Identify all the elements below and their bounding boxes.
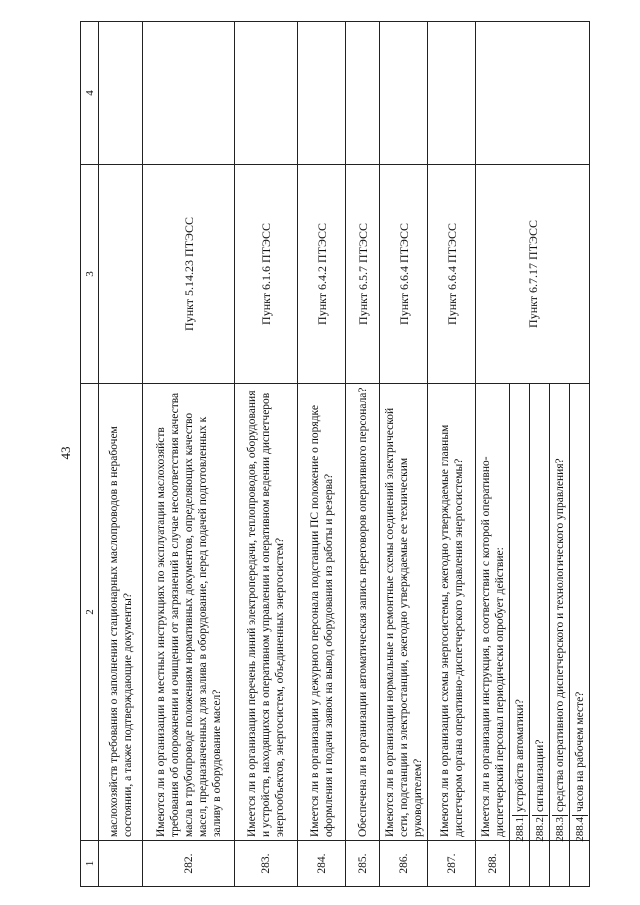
rotated-page-content — [80, 22, 640, 887]
header-col-1: 1 — [81, 841, 99, 887]
subrow-cell — [550, 384, 570, 841]
subrow-number: 288.1. — [513, 814, 526, 842]
subrow-spacer — [570, 841, 590, 887]
row-result — [428, 22, 476, 165]
subrow-number: 288.2. — [533, 814, 546, 842]
subrow-number: 288.3. — [553, 814, 566, 842]
row-reference: Пункт 6.5.7 ПТЭСС — [346, 165, 380, 384]
row-question: маслохозяйств требования о заполнении стационарных маслопроводов в нерабочем состоянии, а также подтверждающие документы? — [99, 384, 143, 841]
row-reference: Пункт 6.6.4 ПТЭСС — [380, 165, 428, 384]
row-question: Имеются ли в организации схемы энергосистемы, ежегодно утверждаемые главным диспетчером органа оперативно-диспетчерского управления энергосистемы? — [428, 384, 476, 841]
row-reference: Пункт 5.14.23 ПТЭСС — [143, 165, 235, 384]
row-number: 285. — [346, 841, 380, 887]
table-row — [428, 22, 476, 887]
subrow-cell — [570, 384, 590, 841]
subrow-question: средства оперативного диспетчерского и технологического управления? — [553, 458, 566, 812]
row-reference: Пункт 6.4.2 ПТЭСС — [298, 165, 346, 384]
row-reference: Пункт 6.7.17 ПТЭСС — [476, 165, 590, 384]
page-number: 43 — [58, 446, 73, 460]
subrow-spacer — [510, 841, 530, 887]
table-header-row — [81, 22, 99, 887]
table-row — [99, 22, 143, 887]
row-number: 284. — [298, 841, 346, 887]
row-number: 283. — [235, 841, 298, 887]
row-number: 287. — [428, 841, 476, 887]
row-number: 288. — [476, 841, 510, 887]
checklist-table — [80, 21, 590, 887]
row-number — [99, 841, 143, 887]
subrow-question: устройств автоматики? — [513, 699, 526, 812]
subrow-cell — [510, 384, 530, 841]
row-result — [380, 22, 428, 165]
row-result — [235, 22, 298, 165]
header-col-2: 2 — [81, 384, 99, 841]
header-col-4: 4 — [81, 22, 99, 165]
row-question: Обеспечена ли в организации автоматическая запись переговоров оперативного персонала? — [346, 384, 380, 841]
row-result — [298, 22, 346, 165]
table-row — [380, 22, 428, 887]
row-number: 286. — [380, 841, 428, 887]
row-result — [99, 22, 143, 165]
row-result — [143, 22, 235, 165]
row-question: Имеется ли в организации у дежурного персонала подстанции ПС положение о порядке оформления и подачи заявок на вывод оборудования из работы и резерва? — [298, 384, 346, 841]
row-question: Имеются ли в организации нормальные и ремонтные схемы соединений электрической сети, подстанции и электростанции, ежегодно утверждаемые ее техническим руководителем? — [380, 384, 428, 841]
table-row — [143, 22, 235, 887]
row-reference — [99, 165, 143, 384]
row-question: Имеется ли в организации инструкция, в соответствии с которой оперативно-диспетчерский персонал периодически опробует действие: — [476, 384, 510, 841]
table-row — [476, 22, 510, 887]
subrow-spacer — [530, 841, 550, 887]
subrow-cell — [530, 384, 550, 841]
row-question: Имеется ли в организации перечень линий электропередачи, теплопроводов, оборудования и устройств, находящихся в оперативном управлении и оперативном ведении диспетчеров энергообъектов, энергосистем, объединенных энергосистем? — [235, 384, 298, 841]
subrow-spacer — [550, 841, 570, 887]
subrow-question: часов на рабочем месте? — [573, 691, 586, 812]
row-result — [476, 22, 590, 165]
row-reference: Пункт 6.1.6 ПТЭСС — [235, 165, 298, 384]
row-result — [346, 22, 380, 165]
row-question: Имеются ли в организации в местных инструкциях по эксплуатации маслохозяйств требования об опорожнении и очищении от загрязнений в случае несоответствия качества масла в трубопроводе положениям нормативных документов, определяющих качество масел, предназначенных для залива в оборудование, перед подачей подготовленных к заливу в оборудование масел? — [143, 384, 235, 841]
row-reference: Пункт 6.6.4 ПТЭСС — [428, 165, 476, 384]
table-row — [235, 22, 298, 887]
subrow-number: 288.4. — [573, 814, 586, 842]
table-row — [298, 22, 346, 887]
subrow-question: сигнализации? — [533, 739, 546, 812]
header-col-3: 3 — [81, 165, 99, 384]
table-row — [346, 22, 380, 887]
row-number: 282. — [143, 841, 235, 887]
